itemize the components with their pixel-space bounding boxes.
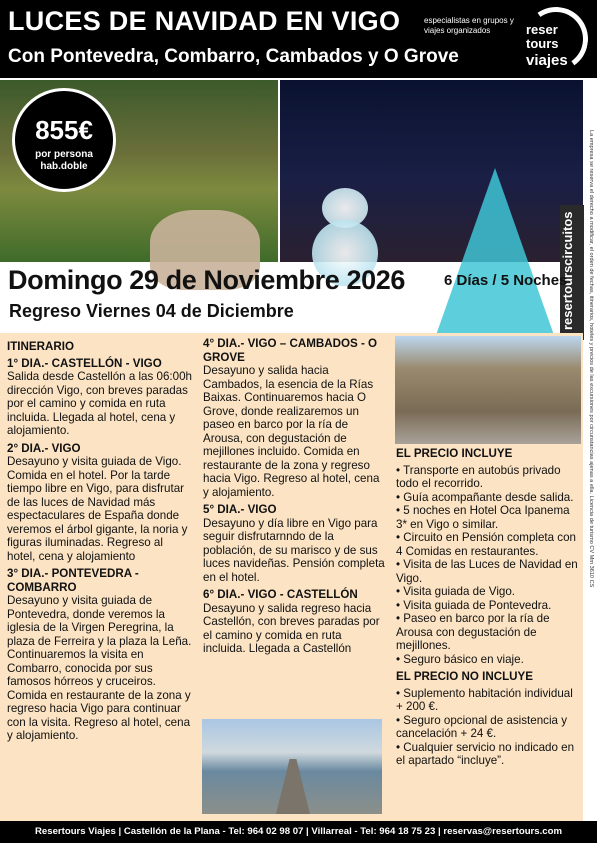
includes-list bbox=[396, 464, 580, 667]
price-note-1: por persona bbox=[35, 149, 93, 160]
footer-contact: Resertours Viajes | Castellón de la Plana - Tel: 964 02 98 07 | Villarreal - Tel: 964 18 75 23 | reservas@resertours.com bbox=[0, 821, 597, 843]
includes-item: • Visita de las Luces de Navidad en Vigo. bbox=[396, 558, 578, 585]
excludes-item: • Seguro opcional de asistencia y cancelación + 24 €. bbox=[396, 713, 567, 740]
includes-item: • Paseo en barco por la ría de Arousa con degustación de mejillones. bbox=[396, 612, 550, 652]
includes-item: • Guía acompañante desde salida. bbox=[396, 490, 574, 504]
day-5 bbox=[203, 503, 386, 584]
includes-heading: EL PRECIO INCLUYE bbox=[396, 447, 513, 460]
logo-text-1: reser bbox=[526, 22, 558, 37]
page-subtitle: Con Pontevedra, Combarro, Cambados y O Grove bbox=[8, 46, 459, 67]
logo-text-3: viajes bbox=[526, 52, 568, 69]
price-details-column bbox=[396, 447, 580, 768]
day-text: Desayuno y salida regreso hacia Castellón, con breves paradas por el camino y comida en ruta incluida. Llegada a Castellón bbox=[203, 601, 380, 655]
price-amount: 855€ bbox=[35, 115, 93, 145]
logo-text-2: tours bbox=[526, 36, 559, 51]
day-title: 5° DIA.- VIGO bbox=[203, 503, 277, 516]
header-banner bbox=[0, 0, 597, 78]
day-text: Desayuno y día libre en Vigo para seguir disfrutarnndo de la población, de su marisco y de sus luces navideñas. Pensión completa en el hotel. bbox=[203, 516, 385, 584]
price-note-2: hab.doble bbox=[40, 161, 88, 172]
day-text: Desayuno y visita guiada de Vigo. Comida en el hotel. Por la tarde tiempo libre en Vigo, para disfrutar de las luces de Navidad más espectaculares de España donde veremos el árbol gigante, la noria y figuras iluminadas. Regreso al hotel, cena y alojamiento bbox=[7, 455, 188, 563]
departure-date: Domingo 29 de Noviembre 2026 bbox=[8, 265, 405, 295]
return-date: Regreso Viernes 04 de Diciembre bbox=[9, 301, 294, 321]
pier-walkway bbox=[276, 759, 310, 814]
includes-item: • Visita guiada de Pontevedra. bbox=[396, 598, 552, 612]
price-badge bbox=[12, 88, 116, 192]
page-title: LUCES DE NAVIDAD EN VIGO bbox=[8, 6, 401, 36]
day-text: Desayuno y visita guiada de Pontevedra, donde veremos la iglesia de la Virgen Peregrina, la plaza de Ferreira y la plaza la Leña. Continuaremos la visita en Combarro, conocida por sus famosos hórreos y cruceiros. Comida en restaurante de la zona y regreso hacia Vigo para continuar con la visita. Regreso al hotel, cena y alojamiento. bbox=[7, 594, 192, 742]
old-town-street-photo bbox=[395, 336, 581, 444]
day-title: 2° DIA.- VIGO bbox=[7, 441, 81, 455]
side-banner: resertourscircuitos bbox=[560, 205, 584, 340]
harbour-pier-photo bbox=[202, 719, 382, 814]
legal-notice: La empresa se reserva el derecho a modificar, el orden de fechas, itinerarios, hoteles y precios de las excursiones por circunstancias ajenas a ella. Licencia de turismo CV Mm 3610 CS bbox=[588, 130, 594, 588]
excludes-list bbox=[396, 687, 580, 768]
includes-item: • Seguro básico en viaje. bbox=[396, 652, 524, 666]
trip-duration: 6 Días / 5 Noches bbox=[444, 272, 568, 289]
excludes-heading: EL PRECIO NO INCLUYE bbox=[396, 670, 533, 683]
day-text: Salida desde Castellón a las 06:00h dirección Vigo, con breves paradas por el camino y comida en ruta incluida. Llegada al hotel, cena y alojamiento. bbox=[7, 370, 192, 437]
day-6 bbox=[203, 588, 386, 656]
itinerary-column-1 bbox=[7, 340, 193, 747]
day-3 bbox=[7, 567, 193, 743]
includes-item: • 5 noches en Hotel Oca Ipanema 3* en Vigo o similar. bbox=[396, 504, 570, 531]
day-4 bbox=[203, 337, 386, 499]
day-title: 3° DIA.- PONTEVEDRA - COMBARRO bbox=[7, 567, 139, 594]
day-1 bbox=[7, 357, 193, 438]
agency-tagline: especialistas en grupos y viajes organizados bbox=[424, 16, 514, 35]
content-panel bbox=[0, 333, 583, 821]
includes-item: • Circuito en Pensión completa con 4 Comidas en restaurantes. bbox=[396, 531, 576, 558]
excludes-item: • Suplemento habitación individual + 200 €. bbox=[396, 686, 573, 713]
day-title: 1° DIA.- CASTELLÓN - VIGO bbox=[7, 356, 162, 370]
itinerary-column-2 bbox=[203, 337, 386, 660]
day-text: Desayuno y salida hacia Cambados, la esencia de la Rías Baixas. Continuaremos hacia O Grove, donde realizaremos un paseo en barco por la ría de Arousa, con degustación de mejillones incluido. Comida en restaurante de la zona y regreso hacia Vigo. Regreso al hotel, cena y alojamiento. bbox=[203, 364, 380, 499]
excludes-item: • Cualquier servicio no indicado en el apartado “incluye”. bbox=[396, 740, 575, 767]
includes-item: • Visita guiada de Vigo. bbox=[396, 585, 516, 598]
day-title: 6° DIA.- VIGO - CASTELLÓN bbox=[203, 588, 358, 601]
includes-item: • Transporte en autobús privado todo el recorrido. bbox=[396, 463, 561, 490]
christmas-tree bbox=[435, 168, 555, 338]
resertours-logo bbox=[520, 5, 590, 73]
day-title: 4° DIA.- VIGO – CAMBADOS - O GROVE bbox=[203, 337, 378, 364]
itinerary-heading: ITINERARIO bbox=[7, 340, 74, 353]
day-2 bbox=[7, 442, 193, 564]
